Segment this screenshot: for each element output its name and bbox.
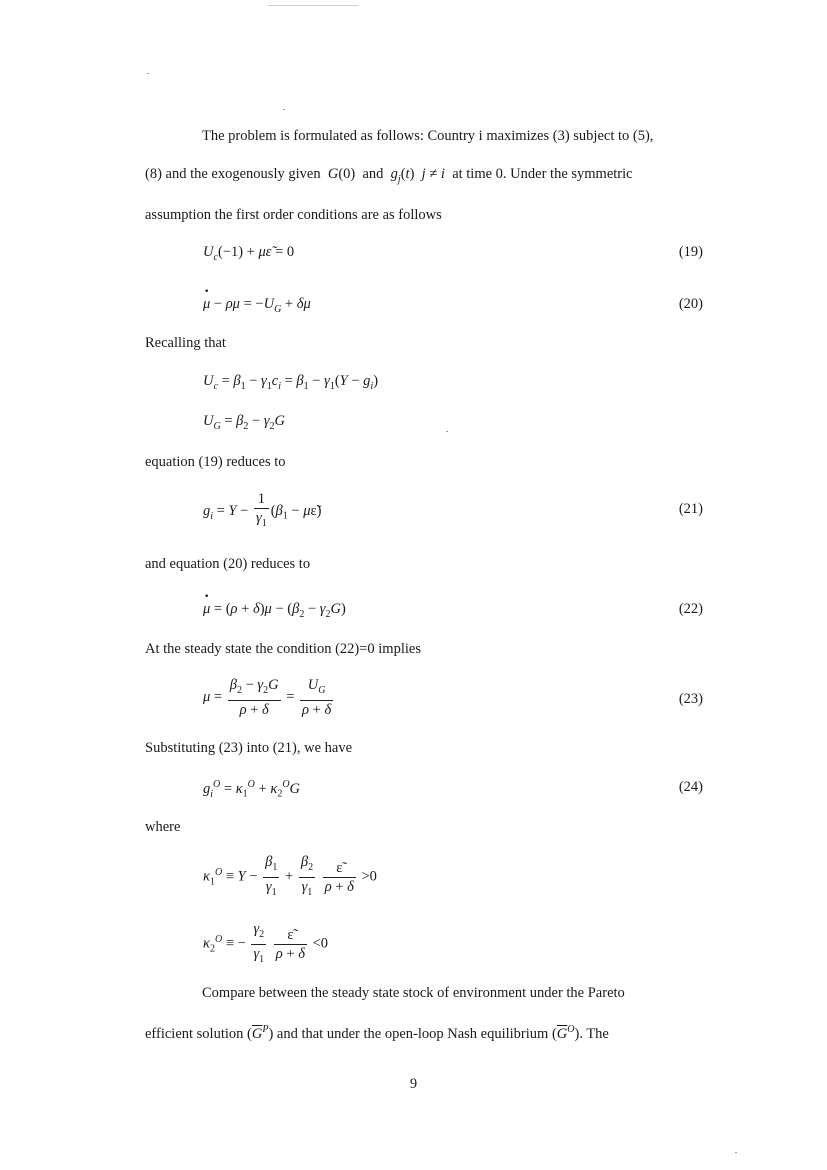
paragraph-line: and equation (20) reduces to: [145, 556, 311, 572]
equation-number: (20): [678, 296, 703, 312]
scan-artifact: [147, 73, 149, 74]
equation-number: (19): [678, 244, 703, 260]
equation-19: $U_c(-1)$ + με̃ = 0: [203, 244, 295, 263]
text-segment: efficient solution (: [145, 1025, 252, 1042]
equation-20: · $\mu - \rho\mu = -U_G + \delta\mu$: [203, 296, 311, 315]
paragraph-line: Substituting (23) into (21), we have: [145, 740, 353, 756]
fraction: $\frac{\beta_2}{\gamma_1}$: [299, 853, 315, 902]
equation-number: (22): [678, 601, 703, 617]
paragraph-line: where: [145, 819, 181, 835]
fraction: $\frac{\gamma_2}{\gamma_1}$: [251, 920, 266, 969]
equation-number: (23): [678, 691, 703, 707]
scan-artifact: [446, 431, 448, 432]
equation-22: · $\mu = (\rho + \delta)\mu - (\beta_2 - \gamma_2G)$: [203, 601, 346, 620]
paragraph-line: assumption the first order conditions are as follows: [145, 207, 442, 223]
paragraph-line: equation (19) reduces to: [145, 454, 286, 470]
equation-21: $g_i = Y$ − $\frac{1}{\gamma_1}$ ($\beta_1$ − με̃): [203, 490, 321, 533]
equation-number: (21): [678, 501, 703, 517]
scan-artifact: [268, 5, 358, 6]
equation-uc: $U_c = \beta_1 - \gamma_1c_i = \beta_1 - \gamma_1(Y - g_i)$: [203, 373, 379, 392]
equation-kappa2: $\kappa_2^O$ ≡ − $\frac{\gamma_2}{\gamma_1}$ $\frac{\varepsiloñ}{\rho + \delta}$ <0: [203, 920, 328, 969]
paragraph-line: Compare between the steady state stock of environment under the Pareto: [202, 985, 625, 1001]
equation-24: $g_i^O = \kappa_1^O + \kappa_2^OG$: [203, 779, 301, 800]
fraction: $\frac{\beta_1}{\gamma_1}$: [263, 853, 279, 902]
inequality-sign: <0: [312, 935, 328, 952]
text-segment: ) and that under the open-loop Nash equilibrium (: [268, 1025, 557, 1042]
fraction: $\frac{\beta_2 - \gamma_2G}{\rho + \delta}$: [229, 677, 279, 718]
inequality-sign: >0: [361, 868, 377, 885]
fraction: $\frac{\varepsiloñ}{\rho + \delta}$: [275, 926, 305, 962]
paragraph-line: The problem is formulated as follows: Country i maximizes (3) subject to (5),: [202, 128, 654, 144]
fraction: $\frac{\varepsiloñ}{\rho + \delta}$: [324, 859, 354, 895]
text-segment: at time 0. Under the symmetric: [452, 166, 633, 182]
scan-artifact: [283, 109, 285, 110]
paragraph-line: efficient solution $(\overline{G}^P)$ and that under the open-loop Nash equilibrium $(\overline{G}^O)$. The: [145, 1024, 609, 1042]
text-segment: (8) and the exogenously given: [145, 166, 321, 182]
page-number: 9: [409, 1076, 418, 1092]
equation-ug: $U_G = \beta_2 - \gamma_2G$: [203, 413, 286, 432]
fraction: $\frac{1}{\gamma_1}$: [254, 490, 269, 533]
equation-23: μ = $\frac{\beta_2 - \gamma_2G}{\rho + \delta}$ = $\frac{U_G}{\rho + \delta}$: [203, 677, 332, 718]
equation-kappa1: $\kappa_1^O \equiv Y$ − $\frac{\beta_1}{\gamma_1}$ + $\frac{\beta_2}{\gamma_1}$ $\frac{\varepsiloñ}{\rho + \delta}$ >0: [203, 853, 377, 902]
paragraph-line: At the steady state the condition (22)=0 implies: [145, 641, 421, 657]
paragraph-line: Recalling that: [145, 335, 226, 351]
fraction: $\frac{U_G}{\rho + \delta}$: [302, 677, 332, 718]
scan-artifact: [735, 1152, 737, 1153]
equation-number: (24): [678, 779, 703, 795]
paragraph-line: (8) and the exogenously given G(0) and $g_j(t) j \ne i$ at time 0. Under the symmetric: [145, 166, 633, 185]
text-segment: ). The: [574, 1025, 609, 1042]
